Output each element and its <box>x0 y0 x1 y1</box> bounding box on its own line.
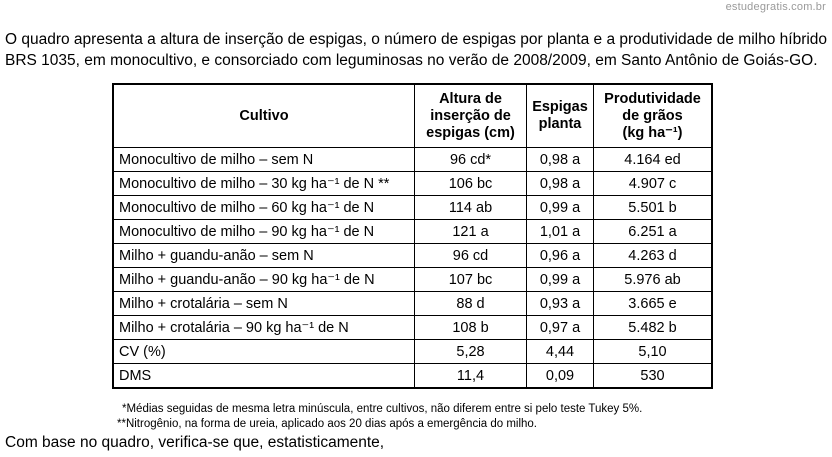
cell-altura: 5,28 <box>415 340 527 364</box>
cell-cultivo: Milho + guandu-anão – 90 kg ha⁻¹ de N <box>113 268 415 292</box>
cell-espigas: 0,98 a <box>527 148 594 172</box>
cell-altura: 106 bc <box>415 172 527 196</box>
header-cultivo: Cultivo <box>113 84 415 148</box>
table-row <box>113 364 712 389</box>
table-row <box>113 316 712 340</box>
header-produtividade-title: Produtividade de grãos <box>604 90 701 124</box>
cell-cultivo: CV (%) <box>113 340 415 364</box>
cell-altura: 114 ab <box>415 196 527 220</box>
cell-cultivo: Monocultivo de milho – sem N <box>113 148 415 172</box>
table-row <box>113 244 712 268</box>
cell-espigas: 0,97 a <box>527 316 594 340</box>
cell-altura: 96 cd* <box>415 148 527 172</box>
header-produtividade-unit: (kg ha⁻¹) <box>622 124 683 141</box>
cell-produtividade: 5.976 ab <box>594 268 713 292</box>
cell-cultivo: Milho + crotalária – sem N <box>113 292 415 316</box>
intro-paragraph: O quadro apresenta a altura de inserção de espigas, o número de espigas por planta e a produtividade de milho híbrido BRS 1035, em monocultivo, e consorciado com leguminosas no verão de 2008/2009, em Santo Antônio de Goiás-GO. <box>5 31 828 69</box>
outro-paragraph: Com base no quadro, verifica-se que, estatisticamente, <box>5 434 385 451</box>
cell-cultivo: DMS <box>113 364 415 389</box>
footnotes <box>117 402 642 432</box>
table-row <box>113 220 712 244</box>
table-row <box>113 340 712 364</box>
cell-altura: 96 cd <box>415 244 527 268</box>
cell-produtividade: 4.907 c <box>594 172 713 196</box>
cell-produtividade: 5.482 b <box>594 316 713 340</box>
cell-espigas: 0,98 a <box>527 172 594 196</box>
table-header-row <box>113 84 712 148</box>
cell-espigas: 0,93 a <box>527 292 594 316</box>
cell-espigas: 1,01 a <box>527 220 594 244</box>
table-row <box>113 268 712 292</box>
cell-cultivo: Milho + guandu-anão – sem N <box>113 244 415 268</box>
cell-cultivo: Monocultivo de milho – 90 kg ha⁻¹ de N <box>113 220 415 244</box>
cell-produtividade: 4.263 d <box>594 244 713 268</box>
cell-espigas: 0,99 a <box>527 268 594 292</box>
cell-altura: 107 bc <box>415 268 527 292</box>
cell-produtividade: 5,10 <box>594 340 713 364</box>
watermark: estudegratis.com.br <box>725 1 826 13</box>
cell-produtividade: 5.501 b <box>594 196 713 220</box>
cell-produtividade: 4.164 ed <box>594 148 713 172</box>
cell-espigas: 0,96 a <box>527 244 594 268</box>
cell-cultivo: Monocultivo de milho – 30 kg ha⁻¹ de N ** <box>113 172 415 196</box>
cell-altura: 121 a <box>415 220 527 244</box>
footnote-nitrogen: **Nitrogênio, na forma de ureia, aplicado aos 20 dias após a emergência do milho. <box>117 418 538 430</box>
cell-cultivo: Milho + crotalária – 90 kg ha⁻¹ de N <box>113 316 415 340</box>
header-produtividade <box>594 84 713 148</box>
header-altura: Altura de inserção de espigas (cm) <box>415 84 527 148</box>
table-row <box>113 148 712 172</box>
cell-cultivo: Monocultivo de milho – 60 kg ha⁻¹ de N <box>113 196 415 220</box>
table-row <box>113 172 712 196</box>
cell-produtividade: 6.251 a <box>594 220 713 244</box>
cell-espigas: 0,09 <box>527 364 594 389</box>
cell-produtividade: 530 <box>594 364 713 389</box>
cell-altura: 88 d <box>415 292 527 316</box>
data-table-wrapper <box>112 83 713 389</box>
cell-espigas: 4,44 <box>527 340 594 364</box>
cell-espigas: 0,99 a <box>527 196 594 220</box>
table-row <box>113 292 712 316</box>
data-table <box>112 83 713 389</box>
footnote-tukey: *Médias seguidas de mesma letra minúscula, entre cultivos, não diferem entre si pelo teste Tukey 5%. <box>122 403 643 415</box>
cell-altura: 108 b <box>415 316 527 340</box>
cell-altura: 11,4 <box>415 364 527 389</box>
header-espigas: Espigas planta <box>527 84 594 148</box>
table-row <box>113 196 712 220</box>
cell-produtividade: 3.665 e <box>594 292 713 316</box>
